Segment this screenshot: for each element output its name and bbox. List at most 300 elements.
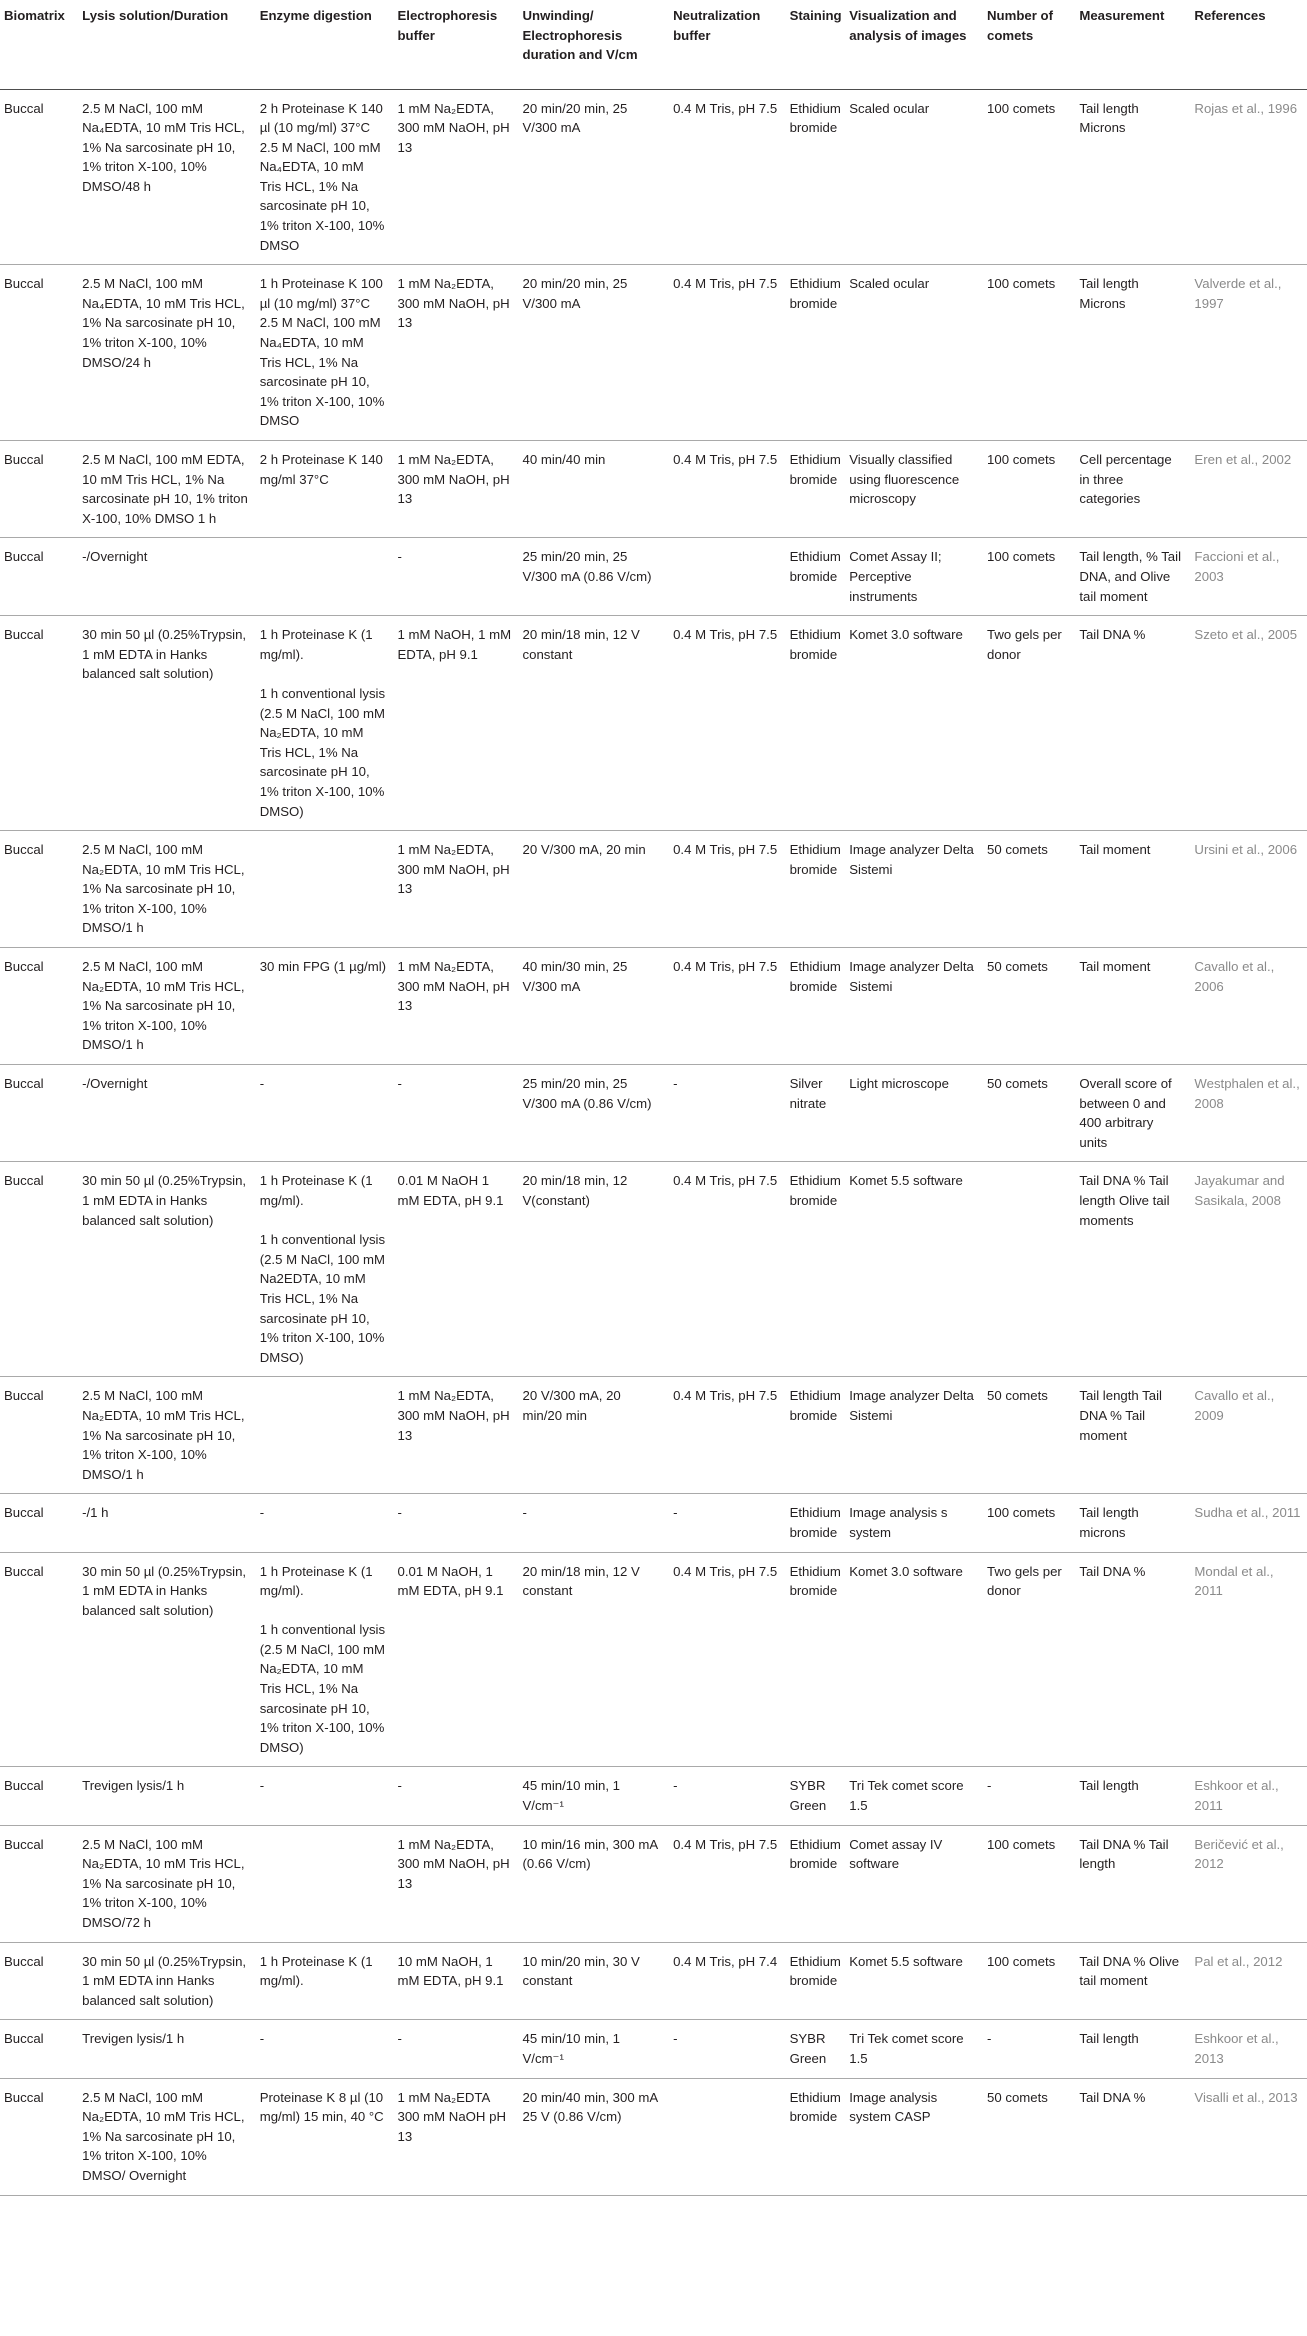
cell-text: Tail length microns <box>1079 1505 1139 1540</box>
cell-text: Ethidium bromide <box>789 1505 841 1540</box>
header-electrophoresis-buffer: Electrophoresis buffer <box>394 0 519 89</box>
cell-text: Silver nitrate <box>789 1076 827 1111</box>
cell-visualization <box>845 1162 983 1377</box>
cell-text: 0.4 M Tris, pH 7.5 <box>673 100 778 116</box>
cell-text: Tail length Microns <box>1079 276 1139 311</box>
cell-text: 20 V/300 mA, 20 min <box>522 842 646 858</box>
cell-text: Beričević et al., 2012 <box>1194 1836 1284 1872</box>
cell-biomatrix <box>0 1767 78 1825</box>
cell-text: 100 comets <box>987 1836 1056 1852</box>
cell-text: 20 min/18 min, 12 V constant <box>522 1563 640 1599</box>
cell-text: Buccal <box>4 276 44 292</box>
cell-text: Scaled ocular <box>849 276 930 292</box>
cell-unwinding <box>519 538 670 616</box>
cell-electrophoresis-buffer <box>394 89 519 265</box>
cell-visualization <box>845 265 983 441</box>
cell-text: Ethidium bromide <box>789 452 841 487</box>
cell-visualization <box>845 616 983 831</box>
cell-biomatrix <box>0 1065 78 1162</box>
header-biomatrix: Biomatrix <box>0 0 78 89</box>
cell-text: Buccal <box>4 1563 44 1579</box>
header-visualization: Visualization and analysis of images <box>845 0 983 89</box>
cell-staining <box>786 1552 846 1767</box>
cell-electrophoresis-buffer <box>394 1162 519 1377</box>
cell-neutralization <box>669 1377 785 1494</box>
cell-staining <box>786 831 846 948</box>
cell-neutralization <box>669 89 785 265</box>
cell-text: 0.4 M Tris, pH 7.5 <box>673 1563 778 1579</box>
cell-biomatrix <box>0 265 78 441</box>
cell-lysis <box>78 1767 256 1825</box>
cell-biomatrix <box>0 538 78 616</box>
cell-lysis <box>78 1942 256 2020</box>
cell-text <box>260 831 388 849</box>
table-row <box>0 1552 1307 1767</box>
cell-enzyme <box>256 441 394 538</box>
cell-unwinding <box>519 2020 670 2078</box>
cell-text: Visually classified using fluorescence microscopy <box>849 452 960 507</box>
cell-text: Image analyzer Delta Sistemi <box>849 842 974 877</box>
cell-measurement <box>1075 1162 1190 1377</box>
cell-text: 25 min/20 min, 25 V/300 mA (0.86 V/cm) <box>522 549 652 584</box>
cell-text: Tail length <box>1079 1778 1139 1794</box>
cell-text: Cavallo et al., 2009 <box>1194 1388 1275 1423</box>
cell-text: 20 min/18 min, 12 V(constant) <box>522 1173 628 1208</box>
cell-text <box>260 1826 388 1844</box>
cell-staining <box>786 1825 846 1942</box>
cell-unwinding <box>519 1065 670 1162</box>
header-reference: References <box>1190 0 1307 89</box>
cell-visualization <box>845 1767 983 1825</box>
cell-text: - <box>397 549 402 565</box>
cell-measurement <box>1075 441 1190 538</box>
cell-text: 1 mM Na₂EDTA, 300 mM NaOH, pH 13 <box>397 276 510 331</box>
cell-text: 1 mM Na₂EDTA, 300 mM NaOH, pH 13 <box>397 1388 510 1443</box>
cell-measurement <box>1075 1065 1190 1162</box>
cell-text: Buccal <box>4 1388 44 1404</box>
cell-neutralization <box>669 538 785 616</box>
table-row <box>0 1162 1307 1377</box>
cell-staining <box>786 1494 846 1552</box>
cell-biomatrix <box>0 616 78 831</box>
cell-text: Buccal <box>4 1953 44 1969</box>
cell-text: - <box>259 2031 265 2047</box>
cell-text: Image analyzer Delta Sistemi <box>849 959 974 994</box>
cell-text: 1 mM Na₂EDTA 300 mM NaOH pH 13 <box>397 2089 506 2144</box>
cell-text: - <box>522 1505 527 1521</box>
cell-visualization <box>845 89 983 265</box>
cell-lysis <box>78 1065 256 1162</box>
cell-staining <box>786 89 846 265</box>
cell-text: Eshkoor et al., 2013 <box>1194 2031 1279 2066</box>
cell-comets <box>983 1377 1075 1494</box>
cell-enzyme <box>256 2020 394 2078</box>
cell-text: Jayakumar and Sasikala, 2008 <box>1194 1173 1285 1208</box>
cell-comets <box>983 1825 1075 1942</box>
cell-text: 45 min/10 min, 1 V/cm⁻¹ <box>522 1778 621 1814</box>
cell-measurement <box>1075 1377 1190 1494</box>
cell-enzyme <box>256 1767 394 1825</box>
cell-text: 20 min/18 min, 12 V constant <box>522 627 640 662</box>
cell-text: - <box>397 1778 402 1794</box>
cell-unwinding <box>519 441 670 538</box>
cell-visualization <box>845 2078 983 2195</box>
cell-electrophoresis-buffer <box>394 2078 519 2195</box>
cell-neutralization <box>669 1552 785 1767</box>
cell-electrophoresis-buffer <box>394 1065 519 1162</box>
cell-text: Ethidium bromide <box>789 276 841 311</box>
cell-unwinding <box>519 89 670 265</box>
table-row <box>0 1065 1307 1162</box>
cell-visualization <box>845 1377 983 1494</box>
cell-text: 2.5 M NaCl, 100 mM Na₂EDTA, 10 mM Tris HCL, 1% Na sarcosinate pH 10, 1% triton X-100, 10% DMSO/1 h <box>82 1388 245 1482</box>
cell-reference <box>1190 265 1307 441</box>
cell-text: 2.5 M NaCl, 100 mM Na₄EDTA, 10 mM Tris HCL, 1% Na sarcosinate pH 10, 1% triton X-100, 10% DMSO/24 h <box>82 276 245 370</box>
cell-visualization <box>845 1065 983 1162</box>
cell-reference <box>1190 1065 1307 1162</box>
cell-lysis <box>78 538 256 616</box>
cell-text: Visalli et al., 2013 <box>1194 2089 1298 2105</box>
cell-staining <box>786 2078 846 2195</box>
cell-visualization <box>845 948 983 1065</box>
cell-text: Image analysis s system <box>849 1505 948 1540</box>
cell-comets <box>983 441 1075 538</box>
cell-text: Ethidium bromide <box>789 627 841 662</box>
cell-reference <box>1190 1377 1307 1494</box>
cell-reference <box>1190 1552 1307 1767</box>
cell-text: 1 h Proteinase K (1 mg/ml). <box>259 1953 373 1989</box>
cell-text: 100 comets <box>987 1953 1056 1969</box>
cell-text: -/1 h <box>82 1505 109 1521</box>
cell-biomatrix <box>0 441 78 538</box>
cell-biomatrix <box>0 2078 78 2195</box>
cell-reference <box>1190 1825 1307 1942</box>
cell-comets <box>983 265 1075 441</box>
cell-unwinding <box>519 616 670 831</box>
cell-text: Buccal <box>4 1173 44 1189</box>
cell-text: 100 comets <box>987 452 1056 467</box>
cell-neutralization <box>669 265 785 441</box>
cell-text: 1 h Proteinase K (1 mg/ml). 1 h conventional lysis (2.5 M NaCl, 100 mM Na2EDTA, 10 mM Tris HCL, 1% Na sarcosinate pH 10, 1% triton X-100, 10% DMSO) <box>259 1173 386 1365</box>
cell-lysis <box>78 616 256 831</box>
cell-text: 0.4 M Tris, pH 7.4 <box>673 1953 778 1969</box>
table-row <box>0 538 1307 616</box>
cell-text: Ethidium bromide <box>789 2089 841 2125</box>
cell-text <box>673 2079 779 2097</box>
cell-text: 30 min 50 µl (0.25%Trypsin, 1 mM EDTA in Hanks balanced salt solution) <box>82 1563 247 1618</box>
cell-electrophoresis-buffer <box>394 265 519 441</box>
header-staining: Staining <box>786 0 846 89</box>
cell-measurement <box>1075 1494 1190 1552</box>
table-row <box>0 1825 1307 1942</box>
cell-text: SYBR Green <box>789 1778 827 1814</box>
cell-text: Buccal <box>4 842 44 858</box>
cell-neutralization <box>669 948 785 1065</box>
cell-text: Tail DNA % <box>1079 1563 1146 1579</box>
cell-text: 100 comets <box>987 549 1056 565</box>
cell-visualization <box>845 831 983 948</box>
cell-text: Valverde et al., 1997 <box>1194 276 1282 311</box>
cell-measurement <box>1075 2020 1190 2078</box>
cell-biomatrix <box>0 2020 78 2078</box>
cell-electrophoresis-buffer <box>394 616 519 831</box>
table-body <box>0 89 1307 2195</box>
cell-enzyme <box>256 1065 394 1162</box>
cell-text: Buccal <box>4 1505 44 1521</box>
table-row <box>0 1494 1307 1552</box>
cell-measurement <box>1075 616 1190 831</box>
cell-unwinding <box>519 831 670 948</box>
cell-text: SYBR Green <box>789 2031 827 2066</box>
cell-text: 30 min 50 µl (0.25%Trypsin, 1 mM EDTA inn Hanks balanced salt solution) <box>82 1953 247 2008</box>
cell-text: 1 h Proteinase K (1 mg/ml). 1 h conventional lysis (2.5 M NaCl, 100 mM Na₂EDTA, 10 mM Tris HCL, 1% Na sarcosinate pH 10, 1% triton X-100, 10% DMSO) <box>259 627 386 819</box>
header-row <box>0 0 1307 89</box>
cell-text: Proteinase K 8 µl (10 mg/ml) 15 min, 40 °C <box>259 2089 384 2125</box>
cell-lysis <box>78 1162 256 1377</box>
cell-text: Tail DNA % <box>1079 627 1146 643</box>
cell-text: 0.4 M Tris, pH 7.5 <box>673 1388 778 1404</box>
cell-enzyme <box>256 1825 394 1942</box>
cell-text: 25 min/20 min, 25 V/300 mA (0.86 V/cm) <box>522 1076 652 1111</box>
cell-text: - <box>987 1778 992 1794</box>
cell-reference <box>1190 1162 1307 1377</box>
cell-text: Tail DNA % <box>1079 2089 1146 2105</box>
cell-reference <box>1190 831 1307 948</box>
cell-visualization <box>845 538 983 616</box>
cell-text: Buccal <box>4 959 44 975</box>
cell-text: Tail moment <box>1079 959 1151 975</box>
cell-neutralization <box>669 1942 785 2020</box>
cell-lysis <box>78 948 256 1065</box>
cell-electrophoresis-buffer <box>394 1942 519 2020</box>
cell-text: 40 min/30 min, 25 V/300 mA <box>522 959 628 994</box>
cell-text: Trevigen lysis/1 h <box>82 2031 185 2047</box>
cell-text: 2.5 M NaCl, 100 mM Na₂EDTA, 10 mM Tris HCL, 1% Na sarcosinate pH 10, 1% triton X-100, 10% DMSO/1 h <box>82 842 245 936</box>
cell-text: 100 comets <box>987 100 1056 116</box>
cell-neutralization <box>669 831 785 948</box>
cell-reference <box>1190 1767 1307 1825</box>
cell-staining <box>786 538 846 616</box>
cell-text: Trevigen lysis/1 h <box>82 1778 185 1794</box>
cell-lysis <box>78 1552 256 1767</box>
cell-text: Tail DNA % Olive tail moment <box>1079 1953 1180 1989</box>
cell-text: Tail DNA % Tail length Olive tail moments <box>1079 1173 1170 1228</box>
cell-unwinding <box>519 1552 670 1767</box>
cell-text: 20 min/40 min, 300 mA 25 V (0.86 V/cm) <box>522 2089 658 2125</box>
cell-text: 100 comets <box>987 1505 1056 1521</box>
cell-biomatrix <box>0 1552 78 1767</box>
cell-staining <box>786 441 846 538</box>
cell-text: - <box>673 1076 678 1092</box>
cell-text: 20 V/300 mA, 20 min/20 min <box>522 1388 621 1423</box>
cell-text: Buccal <box>4 2089 44 2105</box>
cell-enzyme <box>256 2078 394 2195</box>
cell-text: 2 h Proteinase K 140 µl (10 mg/ml) 37°C 2.5 M NaCl, 100 mM Na₄EDTA, 10 mM Tris HCL, 1% Na sarcosinate pH 10, 1% triton X-100, 10% DMSO <box>259 100 385 253</box>
cell-text: Ursini et al., 2006 <box>1194 842 1298 858</box>
cell-text: Buccal <box>4 549 44 565</box>
cell-text: Tail length, % Tail DNA, and Olive tail moment <box>1079 549 1182 604</box>
cell-reference <box>1190 616 1307 831</box>
cell-reference <box>1190 2078 1307 2195</box>
cell-text: Eren et al., 2002 <box>1194 452 1292 467</box>
table-row <box>0 265 1307 441</box>
cell-text: Tri Tek comet score 1.5 <box>849 1778 964 1814</box>
cell-visualization <box>845 1552 983 1767</box>
cell-unwinding <box>519 1162 670 1377</box>
cell-unwinding <box>519 1377 670 1494</box>
cell-text: Komet 5.5 software <box>849 1953 963 1969</box>
cell-text: Buccal <box>4 1076 44 1092</box>
cell-lysis <box>78 831 256 948</box>
cell-electrophoresis-buffer <box>394 1825 519 1942</box>
cell-electrophoresis-buffer <box>394 538 519 616</box>
cell-lysis <box>78 1377 256 1494</box>
table-row <box>0 948 1307 1065</box>
cell-text: 1 mM Na₂EDTA, 300 mM NaOH, pH 13 <box>397 452 510 507</box>
cell-text: 0.4 M Tris, pH 7.5 <box>673 276 778 292</box>
cell-lysis <box>78 89 256 265</box>
cell-enzyme <box>256 265 394 441</box>
cell-text: Light microscope <box>849 1076 949 1092</box>
cell-enzyme <box>256 1552 394 1767</box>
cell-text: 10 mM NaOH, 1 mM EDTA, pH 9.1 <box>397 1953 504 1989</box>
cell-enzyme <box>256 1494 394 1552</box>
table-row <box>0 89 1307 265</box>
cell-enzyme <box>256 1162 394 1377</box>
cell-unwinding <box>519 1942 670 2020</box>
cell-text: 50 comets <box>987 1076 1048 1092</box>
cell-text: Westphalen et al., 2008 <box>1194 1076 1300 1111</box>
cell-text: Tail DNA % Tail length <box>1079 1836 1169 1872</box>
cell-comets <box>983 2078 1075 2195</box>
cell-text: 1 mM Na₂EDTA, 300 mM NaOH, pH 13 <box>397 842 510 897</box>
cell-enzyme <box>256 1377 394 1494</box>
cell-text: Overall score of between 0 and 400 arbitrary units <box>1079 1076 1172 1150</box>
table-row <box>0 1942 1307 2020</box>
cell-reference <box>1190 1942 1307 2020</box>
cell-lysis <box>78 2020 256 2078</box>
cell-text: 1 mM Na₂EDTA, 300 mM NaOH, pH 13 <box>397 959 510 1014</box>
header-enzyme: Enzyme digestion <box>256 0 394 89</box>
cell-comets <box>983 89 1075 265</box>
cell-comets <box>983 2020 1075 2078</box>
cell-text: 100 comets <box>987 276 1056 292</box>
cell-neutralization <box>669 1825 785 1942</box>
cell-text <box>673 538 779 556</box>
cell-text: - <box>397 2031 402 2047</box>
header-comets: Number of comets <box>983 0 1075 89</box>
cell-text: Komet 5.5 software <box>849 1173 963 1189</box>
cell-text: Mondal et al., 2011 <box>1194 1563 1274 1599</box>
cell-reference <box>1190 2020 1307 2078</box>
cell-comets <box>983 1494 1075 1552</box>
cell-text: Ethidium bromide <box>789 1836 841 1872</box>
cell-text: Image analysis system CASP <box>849 2089 938 2125</box>
cell-text: 30 min 50 µl (0.25%Trypsin, 1 mM EDTA in Hanks balanced salt solution) <box>82 1173 247 1228</box>
cell-text: -/Overnight <box>82 549 148 565</box>
cell-text: Comet assay IV software <box>849 1836 943 1872</box>
cell-enzyme <box>256 948 394 1065</box>
cell-text: Ethidium bromide <box>789 842 841 877</box>
cell-text: 0.01 M NaOH 1 mM EDTA, pH 9.1 <box>397 1173 504 1208</box>
cell-comets <box>983 616 1075 831</box>
cell-measurement <box>1075 265 1190 441</box>
cell-neutralization <box>669 1162 785 1377</box>
cell-electrophoresis-buffer <box>394 831 519 948</box>
table-row <box>0 2020 1307 2078</box>
cell-biomatrix <box>0 1494 78 1552</box>
cell-reference <box>1190 89 1307 265</box>
cell-text: Cell percentage in three categories <box>1079 452 1172 507</box>
cell-text: - <box>259 1076 265 1092</box>
cell-enzyme <box>256 831 394 948</box>
cell-text: 30 min FPG (1 µg/ml) <box>259 959 387 975</box>
cell-text: - <box>259 1778 265 1794</box>
cell-visualization <box>845 441 983 538</box>
cell-text: - <box>987 2031 992 2047</box>
cell-staining <box>786 2020 846 2078</box>
cell-enzyme <box>256 538 394 616</box>
cell-text: 0.4 M Tris, pH 7.5 <box>673 627 778 643</box>
cell-comets <box>983 948 1075 1065</box>
cell-lysis <box>78 265 256 441</box>
cell-biomatrix <box>0 89 78 265</box>
cell-staining <box>786 1942 846 2020</box>
table-row <box>0 1767 1307 1825</box>
table-row <box>0 1377 1307 1494</box>
cell-electrophoresis-buffer <box>394 441 519 538</box>
cell-text: 1 h Proteinase K 100 µl (10 mg/ml) 37°C 2.5 M NaCl, 100 mM Na₄EDTA, 10 mM Tris HCL, 1% Na sarcosinate pH 10, 1% triton X-100, 10% DMSO <box>259 276 385 429</box>
table-row <box>0 831 1307 948</box>
cell-neutralization <box>669 1065 785 1162</box>
cell-enzyme <box>256 1942 394 2020</box>
header-lysis: Lysis solution/Duration <box>78 0 256 89</box>
cell-text: Cavallo et al., 2006 <box>1194 959 1275 994</box>
cell-staining <box>786 1162 846 1377</box>
cell-enzyme <box>256 616 394 831</box>
cell-text: 50 comets <box>987 959 1048 975</box>
cell-text: 2.5 M NaCl, 100 mM Na₂EDTA, 10 mM Tris HCL, 1% Na sarcosinate pH 10, 1% triton X-100, 10% DMSO/72 h <box>82 1836 245 1930</box>
cell-lysis <box>78 441 256 538</box>
cell-visualization <box>845 2020 983 2078</box>
cell-text: 1 mM Na₂EDTA, 300 mM NaOH, pH 13 <box>397 100 510 155</box>
table-row <box>0 441 1307 538</box>
cell-comets <box>983 1767 1075 1825</box>
cell-text: 50 comets <box>987 2089 1048 2105</box>
cell-lysis <box>78 1494 256 1552</box>
cell-text: Tri Tek comet score 1.5 <box>849 2031 964 2066</box>
cell-text: 0.01 M NaOH, 1 mM EDTA, pH 9.1 <box>397 1563 504 1599</box>
cell-text: Ethidium bromide <box>789 1953 841 1989</box>
cell-electrophoresis-buffer <box>394 948 519 1065</box>
cell-comets <box>983 1552 1075 1767</box>
cell-visualization <box>845 1825 983 1942</box>
cell-text: Tail length Microns <box>1079 100 1139 136</box>
cell-text: - <box>673 1505 678 1521</box>
cell-biomatrix <box>0 1942 78 2020</box>
cell-reference <box>1190 948 1307 1065</box>
cell-text: 45 min/10 min, 1 V/cm⁻¹ <box>522 2031 621 2066</box>
cell-neutralization <box>669 616 785 831</box>
cell-text: Comet Assay II; Perceptive instruments <box>849 549 942 604</box>
cell-neutralization <box>669 2020 785 2078</box>
cell-text: 10 min/16 min, 300 mA (0.66 V/cm) <box>522 1836 658 1872</box>
cell-text: Buccal <box>4 100 44 116</box>
cell-text: 0.4 M Tris, pH 7.5 <box>673 959 778 975</box>
cell-text: Komet 3.0 software <box>849 627 963 643</box>
cell-text: 0.4 M Tris, pH 7.5 <box>673 842 778 858</box>
cell-electrophoresis-buffer <box>394 1552 519 1767</box>
